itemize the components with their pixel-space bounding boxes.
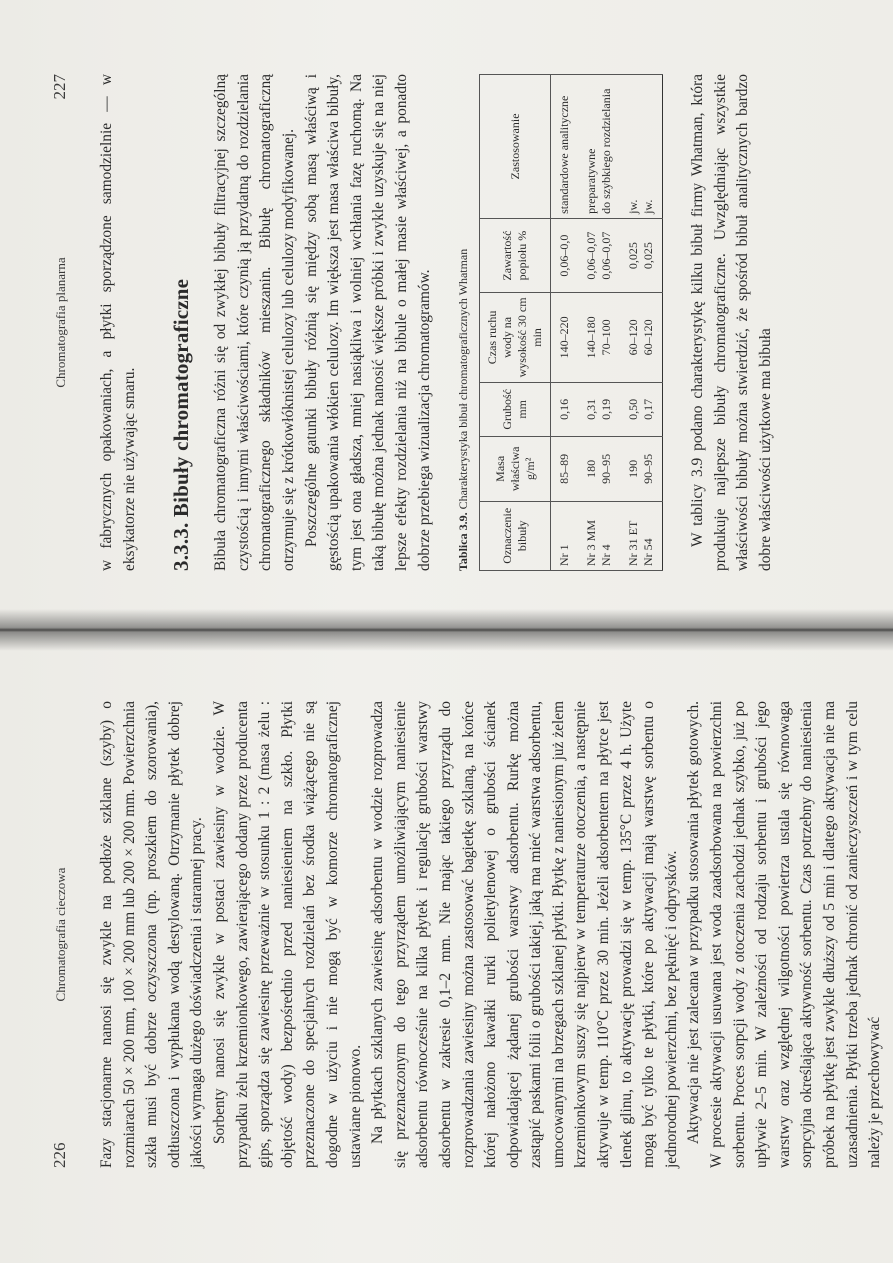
right-paragraph-1: Bibuła chromatograficzna różni się od zwykłej bibuły filtracyjnej szczególną czystością i innymi właściwościami, które czynią ją przydatną do rozdzielania chromatograficznego składników mieszanin. Bibułę chromatograficzną otrzymuje się z krótkowłóknistej celulozy lub celulozy modyfikowanej. — [212, 74, 297, 571]
table-cell: Nr 1 — [551, 501, 579, 570]
table-cell: 0,31 0,19 — [578, 382, 620, 437]
table-cell: jw. jw. — [620, 75, 663, 219]
table-header-cell: Czas ruchu wody na wysokość 30 cm min — [480, 293, 551, 382]
right-closing-paragraph: W tablicy 3.9 podano charakterystykę kilku bibuł firmy Whatman, która produkuje najlepsze bibuły chromatograficzne. Uwzględniając wszystkie właściwości bibuły można stwierdzić, że spośród bibuł analitycznych bardzo dobre właściwości użytkowe ma bibuła — [689, 74, 774, 571]
right-page-number: 227 — [50, 74, 69, 100]
table-header-cell: Zawartość popiołu % — [480, 218, 551, 292]
table-header-row — [480, 75, 551, 571]
table-cell: standardowe analityczne — [551, 75, 579, 219]
table-row — [578, 75, 620, 571]
right-running-head — [50, 74, 70, 571]
left-paragraph-2: Sorbenty nanosi się zwykle w postaci zawiesiny w wodzie. W przypadku żelu krzemionkowego, zawierającego dodany przez producenta gips, sporządza się zawiesinę przeważnie w stosunku 1 : 2 (masa żelu : objętość wody) bezpośrednio przed naniesieniem na szkło. Płytki przeznaczone do specjalnych rozdzielań bez środka wiążącego nie są dogodne w użyciu i nie mogą być w komorze chromatograficznej ustawiane pionowo. — [210, 701, 364, 1168]
table-cell: 85–89 — [551, 437, 579, 501]
table-cell: 0,06–0,07 0,06–0,07 — [578, 218, 620, 292]
table-cell: 140–180 70–100 — [578, 293, 620, 382]
table-cell: 0,06–0,0 — [551, 218, 579, 292]
right-running-title: Chromatografia planarna — [53, 257, 68, 388]
section-title: 3.3.3. Bibuły chromatograficzne — [169, 278, 194, 571]
table-cell: 140–220 — [551, 293, 579, 382]
table-cell: Nr 3 MM Nr 4 — [578, 501, 620, 570]
table-caption-text: Charakterystyka bibuł chromatograficznych Whatman — [456, 248, 471, 510]
table-row — [620, 75, 663, 571]
table-caption — [456, 74, 471, 571]
table-header-cell: Oznaczenie bibuły — [480, 501, 551, 570]
table-header-cell: Masa właściwa g/m² — [480, 437, 551, 501]
table-cell: Nr 31 ET Nr 54 — [620, 501, 663, 570]
left-running-head — [50, 701, 70, 1168]
table-cell: preparatywne do szybkiego rozdzielania — [578, 75, 620, 219]
table-cell: 0,16 — [551, 382, 579, 437]
table-row — [551, 75, 579, 571]
table-cell: 0,50 0,17 — [620, 382, 663, 437]
table-cell: 190 90–95 — [620, 437, 663, 501]
right-paragraph-2: Poszczególne gatunki bibuły różnią się między sobą masą właściwą i gęstością upakowania włókien celulozy. Im większa jest masa właściwa bibuły, tym jest ona gładsza, mniej nasiąkliwa i wolniej wchłania fazę ruchomą. Na taką bibułę można jednak nanosić większe próbki i zwykle uzyskuje się na niej lepsze efekty rozdzielania niż na bibule o małej masie właściwej, a ponadto dobrze przebiega wizualizacja chromatogramów. — [302, 74, 433, 571]
table-header-cell: Zastosowanie — [480, 75, 551, 219]
table-header-cell: Grubość mm — [480, 382, 551, 437]
table-caption-label: Tablica 3.9. — [456, 512, 471, 571]
left-running-title: Chromatografia cieczowa — [53, 867, 68, 1002]
left-paragraph-1: Fazy stacjonarne nanosi się zwykle na podłoże szklane (szyby) o rozmiarach 50 × 200 mm, 100 × 200 mm lub 200 × 200 mm. Powierzchnia szkła musi być dobrze oczyszczona (np. proszkiem do szorowania), odtłuszczona i wypłukana wodą destylowaną. Otrzymanie płytek dobrej jakości wymaga dużego doświadczenia i starannej pracy. — [98, 701, 206, 1168]
table-cell: 60–120 60–120 — [620, 293, 663, 382]
right-intro-text: w fabrycznych opakowaniach, a płytki sporządzone samodzielnie — w eksykatorze nie używając smaru. — [98, 74, 138, 571]
left-paragraph-4: Aktywacja nie jest zalecana w przypadku stosowania płytek gotowych. W procesie aktywacji usuwana jest woda zaadsorbowana na powierzchni sorbentu. Proces sorpcji wody z otoczenia zachodzi jednak szybko, już po upływie 2–5 min. W zależności od rodzaju sorbentu i grubości jego warstwy oraz względnej wilgotności powietrza ustala się równowaga sorpcyjna określająca aktywność sorbentu. Czas potrzebny do naniesienia próbek na płytkę jest zwykle dłuższy od 5 min i dlatego aktywacja nie ma uzasadnienia. Płytki trzeba jednak chronić od zanieczyszczeń i w tym celu należy je przechowywać — [685, 701, 884, 1168]
whatman-paper-table — [479, 74, 663, 571]
left-page — [0, 631, 893, 1263]
table-cell: 0,025 0,025 — [620, 218, 663, 292]
left-page-number: 226 — [50, 1142, 69, 1168]
table-cell: 180 90–95 — [578, 437, 620, 501]
left-paragraph-3: Na płytkach szklanych zawiesinę adsorbentu w wodzie rozprowadza się przeznaczonym do tego przyrządem umożliwiającym naniesienie adsorbentu równocześnie na kilka płytek i regulację grubości warstwy adsorbentu w zakresie 0,1–2 mm. Nie mając takiego przyrządu do rozprowadzania zawiesiny można zastosować bagietkę szklaną, na końce której nałożono kawałki rurki polietylenowej o grubości ścianek odpowiadającej żądanej grubości warstwy adsorbentu. Rurkę można zastąpić paskami folii o grubości takiej, jaką ma mieć warstwa adsorbentu, umocowanymi na brzegach szklanej płytki. Płytkę z naniesionym już żelem krzemionkowym suszy się najpierw w temperaturze otoczenia, a następnie aktywuje w temp. 110°C przez 30 min. Jeżeli adsorbentem na płytce jest tlenek glinu, to aktywację prowadzi się w temp. 135°C przez 4 h. Użyte mogą być tylko te płytki, które po aktywacji mają warstwę sorbentu o jednorodnej powierzchni, bez pęknięć i odprysków. — [369, 701, 680, 1168]
right-page — [0, 0, 893, 631]
